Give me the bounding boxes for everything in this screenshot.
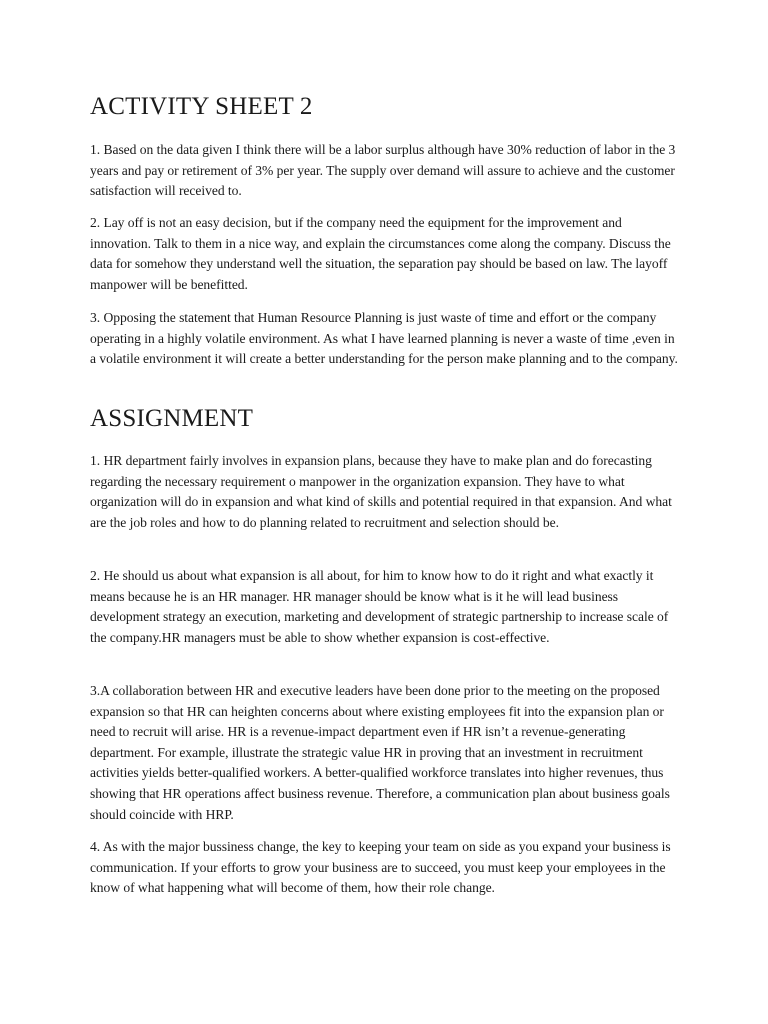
activity-sheet-title: ACTIVITY SHEET 2 bbox=[90, 93, 313, 120]
activity-paragraph-3: 3. Opposing the statement that Human Resource Planning is just waste of time and effort or the company operating in a highly volatile environment. As what I have learned planning is never a waste of time ,even in a volatile environment it will create a better understanding for the person make planning and to the company. bbox=[90, 310, 678, 367]
assignment-paragraph-2: 2. He should us about what expansion is all about, for him to know how to do it right and what exactly it means because he is an HR manager. HR manager should be know what is it he will lead business development strategy an execution, marketing and development of strategic partnership to increase scale of the company.HR managers must be able to show whether expansion is cost-effective. bbox=[90, 568, 669, 645]
activity-paragraph-2: 2. Lay off is not an easy decision, but if the company need the equipment for the improvement and innovation. Talk to them in a nice way, and explain the circumstances come along the company. Discuss the data for somehow they understand well the situation, the separation pay should be based on law. The layoff manpower will be benefitted. bbox=[90, 215, 671, 292]
assignment-paragraph-1: 1. HR department fairly involves in expansion plans, because they have to make plan and do forecasting regarding the necessary requirement o manpower in the organization expansion. They have to what organization will do in expansion and what kind of skills and potential required in that expansion. And what are the job roles and how to do planning related to recruitment and selection should be. bbox=[90, 453, 672, 530]
activity-paragraph-1: 1. Based on the data given I think there will be a labor surplus although have 30% reduction of labor in the 3 years and pay or retirement of 3% per year. The supply over demand will assure to achieve and the customer satisfaction will received to. bbox=[90, 142, 676, 199]
assignment-paragraph-4: 4. As with the major bussiness change, the key to keeping your team on side as you expand your business is communication. If your efforts to grow your business are to succeed, you must keep your employees in the know of what happening what will become of them, how their role change. bbox=[90, 839, 671, 896]
assignment-title: ASSIGNMENT bbox=[90, 405, 254, 432]
assignment-paragraph-3: 3.A collaboration between HR and executive leaders have been done prior to the meeting on the proposed expansion so that HR can heighten concerns about where existing employees fit into the expansion plan or need to recruit will arise. HR is a revenue-impact department even if HR isn’t a revenue-generating department. For example, illustrate the strategic value HR in proving that an investment in recruitment activities yields better-qualified workers. A better-qualified workforce translates into higher revenues, thus showing that HR operations affect business revenue. Therefore, a communication plan about business goals should coincide with HRP. bbox=[90, 683, 670, 822]
